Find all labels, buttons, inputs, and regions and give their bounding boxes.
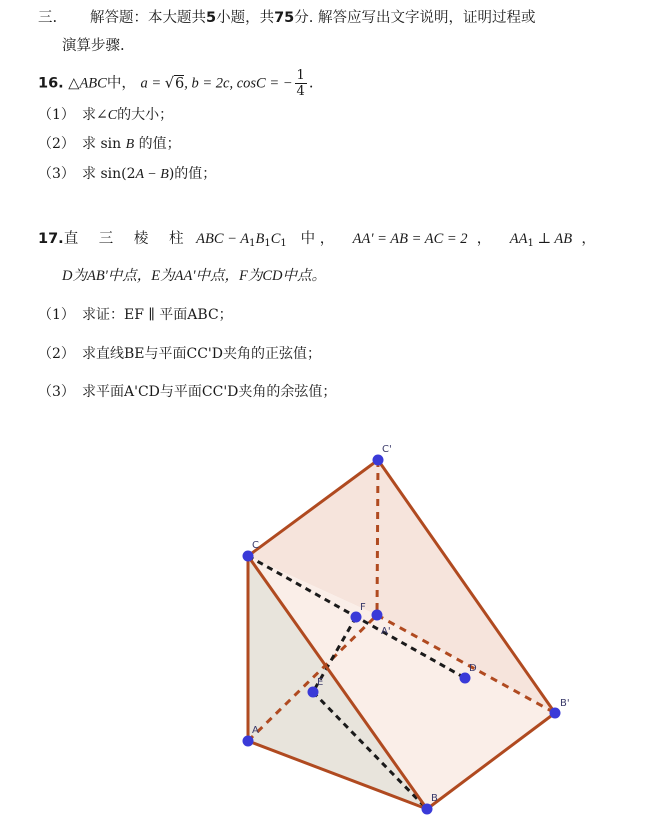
- prism-label-b: B: [255, 231, 265, 247]
- subscript: 1: [527, 238, 534, 249]
- label-a: A: [252, 725, 259, 736]
- tail-comma: ，: [581, 231, 596, 247]
- section-number: 三.: [38, 10, 58, 26]
- item-text: 的大小；: [117, 107, 174, 123]
- prism-label-c: C: [270, 231, 281, 247]
- item-index: （3）: [38, 384, 75, 400]
- label-e: E: [317, 677, 324, 688]
- item-text: 求平面A'CD与平面CC'D夹角的余弦值；: [82, 384, 337, 400]
- sqrt-argument: 6: [175, 75, 185, 92]
- total-score: 75: [274, 10, 295, 26]
- prism-label: ABC − A: [196, 231, 250, 247]
- item-text: 求证：EF ∥ 平面ABC；: [82, 307, 233, 323]
- question-16-number: 16.: [38, 75, 64, 92]
- section-intro-continued: 演算步骤.: [62, 38, 125, 54]
- point-f: [351, 612, 362, 623]
- item-text: 求 sin(2: [82, 166, 136, 182]
- item-index: （3）: [38, 166, 75, 182]
- q16-end: .: [308, 75, 314, 92]
- subscript: 1: [249, 238, 256, 249]
- prism-type: 直 三 棱 柱: [63, 231, 192, 247]
- point-a: [243, 736, 254, 747]
- item-var: A − B: [135, 167, 169, 182]
- point-bprime: [550, 708, 561, 719]
- question-count: 5: [206, 10, 217, 26]
- point-aprime: [372, 610, 383, 621]
- item-var: B: [125, 137, 135, 152]
- subscript: 1: [264, 238, 271, 249]
- perp-rhs: ⊥ AB: [533, 231, 573, 247]
- fraction-denominator: 4: [296, 84, 305, 99]
- point-e: [308, 687, 319, 698]
- item-var: C: [107, 108, 118, 123]
- q16-in: 中，: [106, 75, 136, 92]
- sqrt-symbol: √: [164, 75, 174, 92]
- item-index: （1）: [38, 307, 75, 323]
- triangle-label: △ABC: [68, 75, 107, 92]
- label-d: D: [469, 663, 477, 674]
- label-bprime: B': [560, 698, 570, 709]
- item-text: 的值；: [134, 136, 181, 152]
- subscript: 1: [280, 238, 287, 249]
- item-text: 求直线BE与平面CC'D夹角的正弦值；: [82, 346, 322, 362]
- item-index: （2）: [38, 346, 75, 362]
- question-17-midpoints: D为AB'中点，E为AA'中点，F为CD中点。: [62, 268, 326, 284]
- item-text: 求 sin: [82, 136, 126, 152]
- point-b: [422, 804, 433, 815]
- point-c: [243, 551, 254, 562]
- label-cprime: C': [382, 444, 392, 455]
- item-index: （1）: [38, 107, 75, 123]
- label-c: C: [252, 540, 259, 551]
- point-cprime: [373, 455, 384, 466]
- separator: ，: [476, 231, 492, 247]
- a-equals: a =: [140, 75, 165, 92]
- length-condition: AA' = AB = AC = 2: [352, 231, 468, 247]
- item-text: )的值；: [168, 166, 217, 182]
- item-index: （2）: [38, 136, 75, 152]
- label-f: F: [360, 602, 366, 613]
- point-d: [460, 673, 471, 684]
- label-aprime: A': [381, 626, 391, 637]
- section-intro-b: 小题，共: [216, 10, 275, 26]
- perp-lhs: AA: [509, 231, 528, 247]
- fraction-numerator: 1: [296, 68, 305, 83]
- b-and-cos-condition: , b = 2c, cosC = −: [184, 75, 293, 92]
- section-intro-a: 解答题：本大题共: [90, 10, 206, 26]
- question-17-number: 17.: [38, 231, 64, 247]
- section-intro-c: 分. 解答应写出文字说明，证明过程或: [294, 10, 536, 26]
- label-b: B: [431, 793, 438, 804]
- q17-in: 中 ，: [300, 231, 335, 247]
- item-text: 求∠: [82, 107, 108, 123]
